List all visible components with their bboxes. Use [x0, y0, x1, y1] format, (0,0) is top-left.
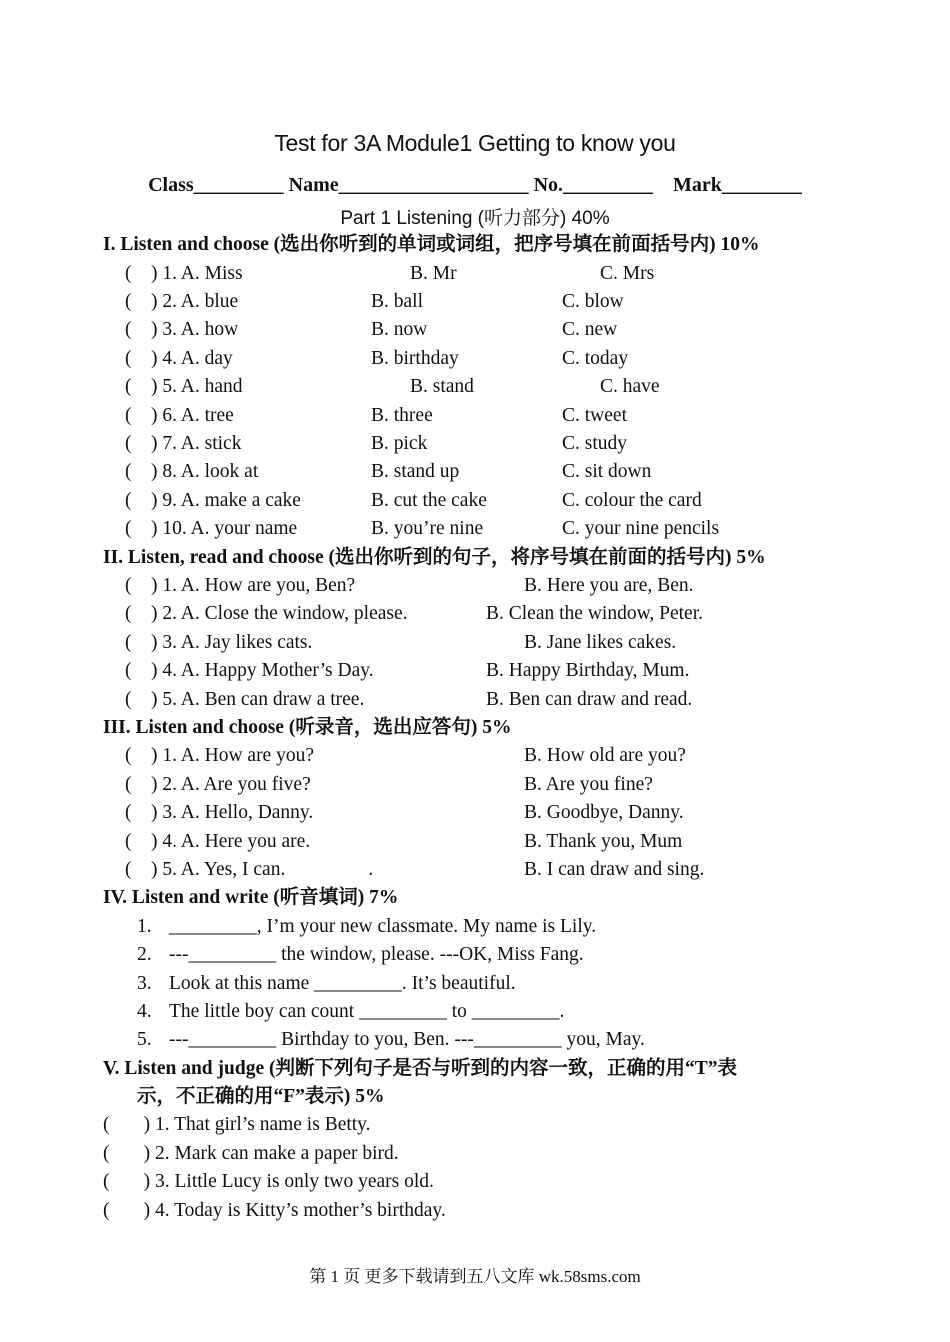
part-heading: Part 1 Listening (听力部分) 40% — [340, 208, 610, 229]
section-5-heading: V. Listen and judge (判断下列句子是否与听到的内容一致，正确的用“T”表 — [103, 1058, 737, 1079]
list-number: 5. — [137, 1029, 152, 1050]
list-item: Look at this name _________. It’s beautiful. — [169, 973, 516, 994]
list-item: ( ) 10. A. your name — [125, 518, 298, 539]
list-item: ( ) 1. A. How are you? — [125, 745, 314, 766]
list-item: ( ) 4. A. Here you are. — [125, 831, 311, 852]
option-c: C. colour the card — [562, 490, 702, 511]
option-c: C. have — [600, 376, 660, 397]
list-item: ( ) 1. A. How are you, Ben? — [125, 575, 356, 596]
list-item: ---_________ the window, please. ---OK, Miss Fang. — [169, 944, 584, 965]
option-b: B. Clean the window, Peter. — [486, 603, 703, 624]
option-b: B. Thank you, Mum — [524, 831, 683, 852]
list-item: ( ) 4. A. day — [125, 348, 233, 369]
option-b: B. pick — [371, 433, 428, 454]
option-c: C. tweet — [562, 405, 627, 426]
option-b: B. Happy Birthday, Mum. — [486, 660, 690, 681]
option-b: B. you’re nine — [371, 518, 484, 539]
option-b: B. Ben can draw and read. — [486, 689, 693, 710]
option-b: B. Goodbye, Danny. — [524, 802, 684, 823]
option-b: B. birthday — [371, 348, 459, 369]
option-c: C. your nine pencils — [562, 518, 720, 539]
list-item: ( ) 5. A. Yes, I can. . — [125, 859, 374, 880]
list-item: ( ) 3. A. Hello, Danny. — [125, 802, 314, 823]
list-item: ( ) 7. A. stick — [125, 433, 242, 454]
option-b: B. ball — [371, 291, 423, 312]
option-b: B. Are you fine? — [524, 774, 653, 795]
list-number: 1. — [137, 916, 152, 937]
list-item: The little boy can count _________ to _________. — [169, 1001, 565, 1022]
list-item: ( ) 2. A. Close the window, please. — [125, 603, 408, 624]
option-c: C. blow — [562, 291, 624, 312]
list-item: ( ) 8. A. look at — [125, 461, 259, 482]
option-b: B. stand up — [371, 461, 460, 482]
option-b: B. How old are you? — [524, 745, 686, 766]
option-c: C. Mrs — [600, 263, 655, 284]
list-item: ( ) 9. A. make a cake — [125, 490, 301, 511]
option-b: B. Here you are, Ben. — [524, 575, 694, 596]
option-c: C. sit down — [562, 461, 652, 482]
list-item: ( ) 1. A. Miss — [125, 263, 243, 284]
option-b: B. three — [371, 405, 433, 426]
option-b: B. stand — [410, 376, 474, 397]
list-item: _________, I’m your new classmate. My name is Lily. — [169, 916, 597, 937]
page-footer: 第 1 页 更多下载请到五八文库 wk.58sms.com — [309, 1267, 641, 1286]
student-info-line: Class_________ Name___________________ No._________ Mark________ — [148, 174, 802, 196]
option-b: B. I can draw and sing. — [524, 859, 705, 880]
list-item: ---_________ Birthday to you, Ben. ---_________ you, May. — [169, 1029, 645, 1050]
page-title: Test for 3A Module1 Getting to know you — [274, 130, 676, 156]
list-item: ( ) 3. A. Jay likes cats. — [125, 632, 313, 653]
section-5-heading-cont: 示，不正确的用“F”表示) 5% — [137, 1086, 385, 1107]
list-item: ( ) 2. A. blue — [125, 291, 239, 312]
list-item: ( ) 3. Little Lucy is only two years old. — [103, 1171, 434, 1192]
option-c: C. study — [562, 433, 628, 454]
list-number: 4. — [137, 1001, 152, 1022]
option-b: B. now — [371, 319, 428, 340]
option-c: C. new — [562, 319, 618, 340]
list-item: ( ) 5. A. Ben can draw a tree. — [125, 689, 365, 710]
option-b: B. cut the cake — [371, 490, 487, 511]
list-item: ( ) 3. A. how — [125, 319, 239, 340]
list-item: ( ) 5. A. hand — [125, 376, 243, 397]
section-3-heading: III. Listen and choose (听录音，选出应答句) 5% — [103, 717, 512, 738]
list-item: ( ) 6. A. tree — [125, 405, 234, 426]
section-1-heading: I. Listen and choose (选出你听到的单词或词组，把序号填在前面括号内) 10% — [103, 234, 760, 255]
section-2-heading: II. Listen, read and choose (选出你听到的句子，将序号填在前面的括号内) 5% — [103, 547, 766, 568]
option-b: B. Jane likes cakes. — [524, 632, 677, 653]
list-item: ( ) 4. Today is Kitty’s mother’s birthday. — [103, 1200, 446, 1221]
option-c: C. today — [562, 348, 629, 369]
list-item: ( ) 2. Mark can make a paper bird. — [103, 1143, 399, 1164]
list-number: 2. — [137, 944, 152, 965]
section-4-heading: IV. Listen and write (听音填词) 7% — [103, 887, 399, 908]
list-item: ( ) 1. That girl’s name is Betty. — [103, 1114, 371, 1135]
list-number: 3. — [137, 973, 152, 994]
option-b: B. Mr — [410, 263, 457, 284]
list-item: ( ) 2. A. Are you five? — [125, 774, 311, 795]
list-item: ( ) 4. A. Happy Mother’s Day. — [125, 660, 374, 681]
